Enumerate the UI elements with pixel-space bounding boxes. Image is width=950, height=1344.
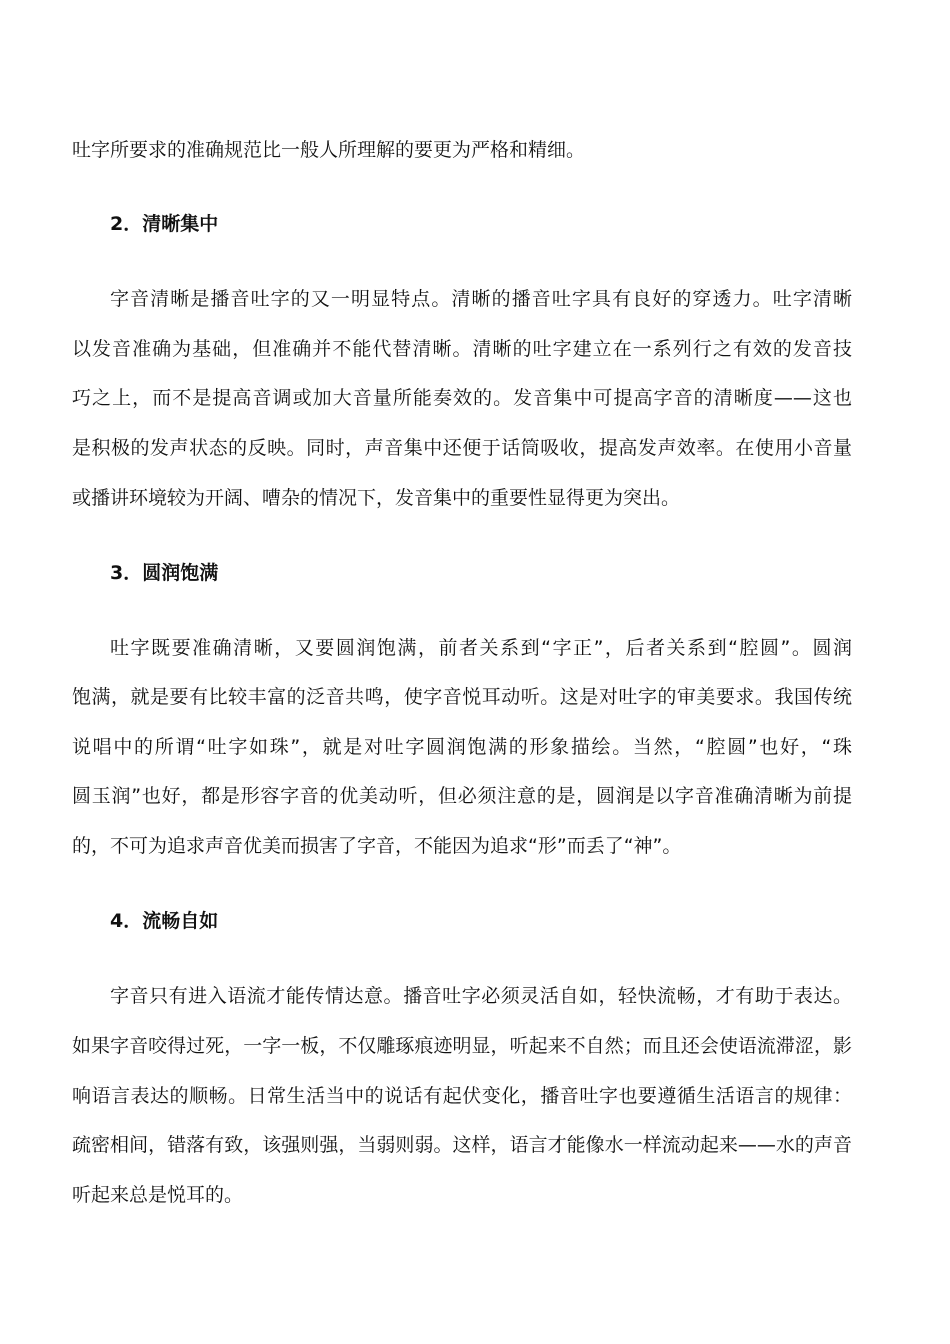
paragraph-line: 圆玉润”也好，都是形容字音的优美动听，但必须注意的是，圆润是以字音准确清晰为前提	[72, 785, 852, 807]
paragraph-line: 字音清晰是播音吐字的又一明显特点。清晰的播音吐字具有良好的穿透力。吐字清晰	[110, 288, 852, 310]
paragraph-line: 说唱中的所谓“吐字如珠”，就是对吐字圆润饱满的形象描绘。当然，“腔圆”也好，“珠	[72, 736, 852, 758]
section-heading-3: 3．圆润饱满	[110, 562, 219, 584]
paragraph-line: 或播讲环境较为开阔、嘈杂的情况下，发音集中的重要性显得更为突出。	[72, 487, 681, 509]
paragraph-line: 吐字既要准确清晰，又要圆润饱满，前者关系到“字正”，后者关系到“腔圆”。圆润	[110, 637, 852, 659]
paragraph-line: 疏密相间，错落有致，该强则强，当弱则弱。这样，语言才能像水一样流动起来——水的声音	[72, 1134, 852, 1156]
paragraph-line: 以发音准确为基础，但准确并不能代替清晰。清晰的吐字建立在一系列行之有效的发音技	[72, 338, 852, 360]
paragraph-line: 响语言表达的顺畅。日常生活当中的说话有起伏变化，播音吐字也要遵循生活语言的规律：	[72, 1085, 852, 1107]
paragraph-line: 饱满，就是要有比较丰富的泛音共鸣，使字音悦耳动听。这是对吐字的审美要求。我国传统	[72, 686, 852, 708]
paragraph-line: 听起来总是悦耳的。	[72, 1184, 244, 1206]
paragraph-line: 巧之上，而不是提高音调或加大音量所能奏效的。发音集中可提高字音的清晰度——这也	[72, 387, 852, 409]
paragraph-line: 的，不可为追求声音优美而损害了字音，不能因为追求“形”而丢了“神”。	[72, 835, 682, 857]
paragraph-line: 如果字音咬得过死，一字一板，不仅雕琢痕迹明显，听起来不自然；而且还会使语流滞涩，影	[72, 1035, 852, 1057]
paragraph-line: 吐字所要求的准确规范比一般人所理解的要更为严格和精细。	[72, 139, 586, 161]
section-heading-4: 4．流畅自如	[110, 910, 219, 932]
paragraph-line: 字音只有进入语流才能传情达意。播音吐字必须灵活自如，轻快流畅，才有助于表达。	[110, 985, 852, 1007]
section-heading-2: 2．清晰集中	[110, 213, 219, 235]
paragraph-line: 是积极的发声状态的反映。同时，声音集中还便于话筒吸收，提高发声效率。在使用小音量	[72, 437, 852, 459]
